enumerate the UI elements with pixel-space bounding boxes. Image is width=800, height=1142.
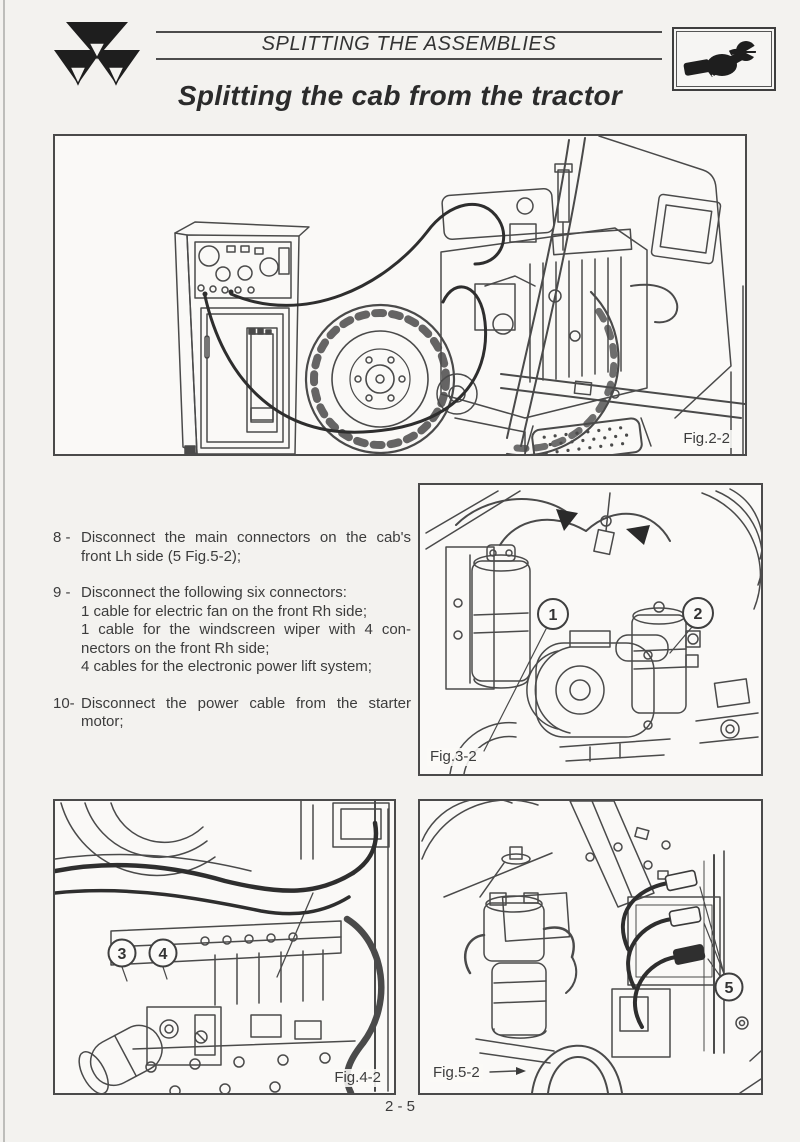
section-title: SPLITTING THE ASSEMBLIES bbox=[261, 33, 557, 55]
step-number: 8 - bbox=[53, 529, 71, 546]
step-text-line: Disconnect the following six connectors: bbox=[81, 584, 347, 601]
hand-wrench-icon bbox=[682, 35, 766, 83]
header-rule-bottom bbox=[156, 58, 662, 60]
figure-caption: Fig.5-2 bbox=[430, 1064, 483, 1082]
step-text-line: 4 cables for the electronic power lift system; bbox=[81, 658, 372, 675]
figure-4-2 bbox=[53, 799, 396, 1095]
step-10 bbox=[53, 695, 411, 732]
step-9 bbox=[53, 584, 411, 677]
figure-2-2-illustration bbox=[55, 136, 745, 454]
callout-4: 4 bbox=[158, 946, 168, 963]
figure-3-2 bbox=[418, 483, 763, 776]
figure-2-2 bbox=[53, 134, 747, 456]
figure-caption: Fig.3-2 bbox=[427, 748, 480, 766]
page-number: 2 - 5 bbox=[384, 1098, 415, 1115]
step-text-line: 1 cable for the windscreen wiper with 4 con- bbox=[81, 621, 411, 638]
instruction-list bbox=[53, 529, 411, 750]
callout-2: 2 bbox=[693, 606, 703, 623]
callout-3: 3 bbox=[117, 946, 127, 963]
step-text-line: Disconnect the power cable from the starter bbox=[81, 694, 411, 712]
step-number: 9 - bbox=[53, 584, 71, 601]
figure-5-2-illustration bbox=[420, 801, 761, 1093]
step-8 bbox=[53, 529, 411, 566]
scan-edge-line bbox=[3, 0, 5, 1142]
step-text-line: Disconnect the main connectors on the cab's bbox=[81, 529, 411, 546]
callout-1: 1 bbox=[548, 607, 558, 624]
figure-5-2 bbox=[418, 799, 763, 1095]
figure-caption: Fig.4-2 bbox=[331, 1069, 384, 1087]
step-text-line: front Lh side (5 Fig.5-2); bbox=[81, 547, 242, 565]
page-title: Splitting the cab from the tractor bbox=[177, 80, 623, 111]
step-text-line: nectors on the front Rh side; bbox=[81, 639, 270, 657]
figure-caption: Fig.2-2 bbox=[680, 430, 733, 448]
step-text-line: 1 cable for electric fan on the front Rh side; bbox=[81, 602, 367, 620]
callout-5: 5 bbox=[724, 980, 734, 997]
figure-4-2-illustration bbox=[55, 801, 394, 1093]
step-number: 10- bbox=[53, 694, 75, 712]
step-text-line: motor; bbox=[81, 713, 124, 730]
figure-3-2-illustration bbox=[420, 485, 761, 774]
